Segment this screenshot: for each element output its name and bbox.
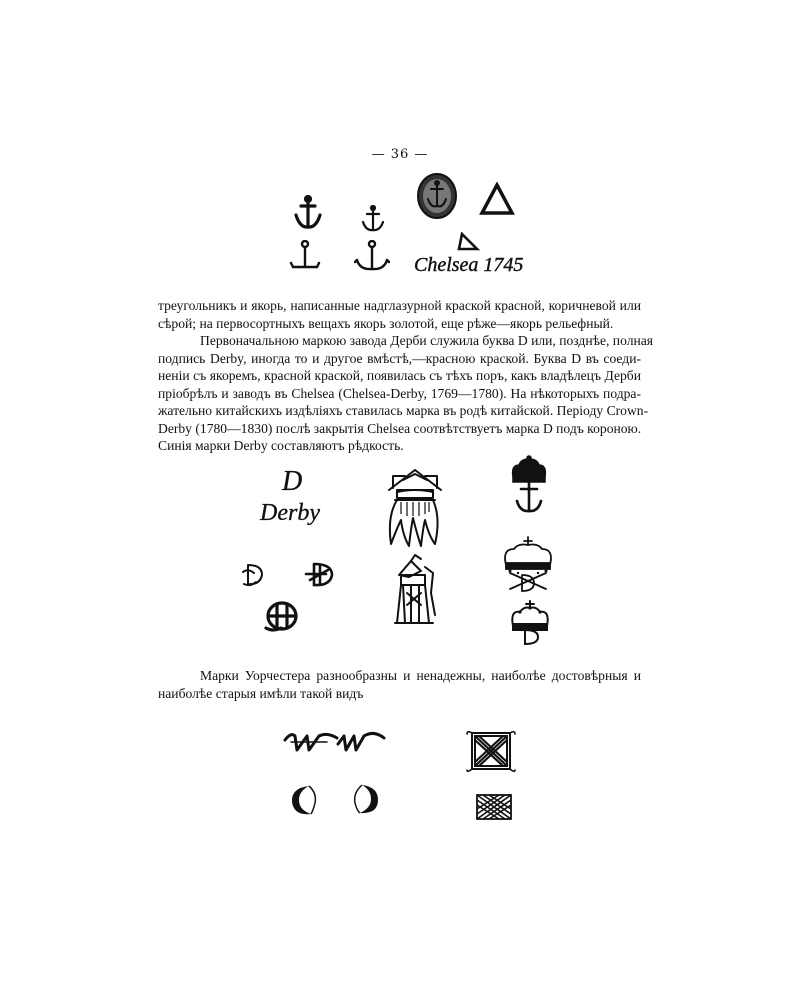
paragraph-2-line-4: пріобрѣлъ и заводъ въ Chelsea (Chelsea-Derby, 1769—1780). На нѣкоторыхъ подра- — [158, 385, 641, 401]
crescent-mark-filled — [287, 783, 319, 817]
paragraph-2-line-7: Синія марки Derby составляютъ рѣдкость. — [158, 438, 404, 453]
paragraph-1 — [158, 297, 641, 332]
crown-d-mark — [508, 600, 552, 648]
paragraph-2-line-5: жательно китайскихъ издѣліяхъ ставилась марка въ родѣ китайской. Періоду Crown- — [158, 403, 649, 418]
paragraph-2 — [158, 332, 654, 455]
paragraph-2-line-3: неніи съ якоремъ, красной краской, появилась съ тѣхъ поръ, какъ владѣлецъ Дерби — [158, 368, 641, 383]
page-number: — 36 — — [371, 147, 429, 162]
crosshatch-seal-mark — [474, 792, 514, 822]
crown-crossed-d-mark — [500, 535, 556, 593]
square-seal-mark — [464, 727, 518, 777]
paragraph-3-line-2: наиболѣе старыя имѣли такой видъ — [158, 685, 364, 701]
paragraph-3-line-1: Марки Уорчестера разнообразны и ненадежны, наиболѣе достовѣрныя и — [200, 668, 641, 683]
anchor-mark-1 — [292, 195, 324, 231]
paragraph-2-line-2: подпись Derby, иногда то и другое вмѣстѣ,—красною краской. Буква D въ соеди- — [158, 350, 641, 366]
monogram-d-mark — [263, 598, 303, 634]
triangle-mark-large — [479, 182, 515, 216]
crescent-mark-outline — [350, 781, 384, 817]
crossed-d-mark — [302, 560, 336, 590]
chelsea-signature-text: Chelsea 1745 — [414, 254, 524, 276]
triangle-mark-small — [456, 232, 480, 252]
worcester-w-mark-1 — [283, 728, 339, 754]
chelsea-signature-mark — [412, 251, 532, 279]
paragraph-1-line-1: треугольникъ и якорь, написанные надглазурной краской красной, коричневой или — [158, 298, 641, 313]
derby-letter-d-mark — [276, 462, 316, 498]
derby-signature-text: Derby — [260, 500, 320, 526]
chinese-figure-mark — [391, 553, 439, 629]
paragraph-1-line-2: сѣрой; на первосортныхъ вещахъ якорь золотой, еще рѣже—якорь рельефный. — [158, 315, 614, 331]
crown-anchor-mark — [507, 455, 551, 515]
derby-signature-mark — [256, 494, 346, 530]
derby-letter-d-text: D — [282, 466, 303, 497]
chinese-pagoda-mark — [383, 466, 447, 548]
anchor-mark-3 — [289, 240, 321, 270]
paragraph-2-line-1: Первоначальною маркою завода Дерби служила буква D или, позднѣе, полная — [200, 333, 654, 348]
paragraph-3 — [158, 667, 641, 702]
script-d-mark-1 — [240, 560, 270, 590]
oval-anchor-medallion — [416, 172, 458, 220]
anchor-mark-2 — [360, 205, 386, 233]
worcester-w-mark-2 — [336, 728, 386, 754]
anchor-mark-4 — [354, 240, 390, 272]
paragraph-2-line-6: Derby (1780—1830) послѣ закрытія Chelsea соотвѣтствуетъ марка D подъ короною. — [158, 420, 642, 436]
